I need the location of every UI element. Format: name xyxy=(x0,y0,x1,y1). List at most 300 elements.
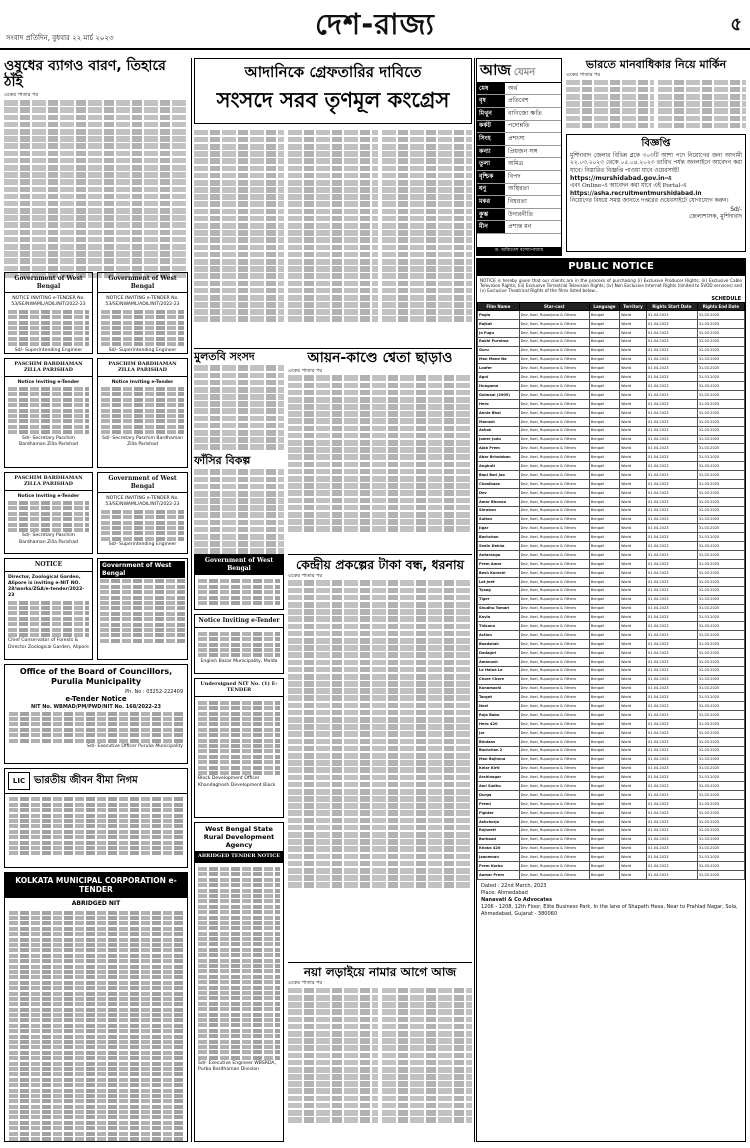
film-table-cell: Dev, Koel, Rupanjana & Others xyxy=(519,542,589,551)
film-table-cell: Bengali xyxy=(589,577,619,586)
film-table-cell: Anghuti xyxy=(478,462,520,471)
film-table-cell: 31.03.2025 xyxy=(697,844,744,853)
film-table-cell: World xyxy=(620,320,647,329)
film-table-cell: Dev, Koel, Rupanjana & Others xyxy=(519,346,589,355)
film-table-row xyxy=(478,444,745,453)
ad-purulia-title: Office of the Board of Councillors, Purulia Municipality xyxy=(19,667,173,686)
column-ayan xyxy=(288,350,472,550)
film-table-cell: World xyxy=(620,542,647,551)
film-table-cell: Agni xyxy=(478,373,520,382)
film-table-cell: 31.03.2025 xyxy=(697,595,744,604)
film-table-cell: Bengali xyxy=(589,506,619,515)
horoscope-row xyxy=(477,95,561,108)
film-table-cell: 31.03.2025 xyxy=(697,320,744,329)
film-table-row xyxy=(478,373,745,382)
film-table-cell: 31.03.2025 xyxy=(697,702,744,711)
ad-zoo xyxy=(4,558,93,660)
film-table-cell: Bengali xyxy=(589,497,619,506)
film-table-cell: Shrobon xyxy=(478,506,520,515)
ad-sign: Sd/- Superintending Engineer xyxy=(14,347,83,353)
ad-pbzp-sign: Sd/- Secretary Paschim Bardhaman Zilla Parishad xyxy=(19,533,78,545)
film-table-row xyxy=(478,355,745,364)
film-table-cell: Jigar xyxy=(478,524,520,533)
horoscope-text: উদারনীতি xyxy=(508,210,534,218)
film-table-cell: 01.04.2023 xyxy=(646,435,697,444)
byline-central: একের পাতার পর xyxy=(288,572,323,579)
film-table-cell: 01.04.2023 xyxy=(646,862,697,871)
film-table-cell: Arshinagar xyxy=(478,773,520,782)
lic-title: ভারতীয় জীবন বীমা নিগম xyxy=(34,774,138,786)
film-table-cell: Bengali xyxy=(589,435,619,444)
film-table-cell: World xyxy=(620,568,647,577)
film-table-cell: World xyxy=(620,737,647,746)
film-table-cell: 01.04.2023 xyxy=(646,622,697,631)
film-table-cell: 31.03.2025 xyxy=(697,471,744,480)
film-table-cell: Dev, Koel, Rupanjana & Others xyxy=(519,506,589,515)
film-table-row xyxy=(478,737,745,746)
horoscope-text: প্রশান্ত মন xyxy=(508,223,532,231)
film-table-row xyxy=(478,586,745,595)
film-table-cell: 01.04.2023 xyxy=(646,613,697,622)
film-table-cell: Bengali xyxy=(589,871,619,880)
film-table-header: Territory xyxy=(620,303,647,311)
film-table-cell: 01.04.2023 xyxy=(646,693,697,702)
film-table-cell: Dev, Koel, Rupanjana & Others xyxy=(519,471,589,480)
film-table-cell: 31.03.2025 xyxy=(697,773,744,782)
horoscope-sign: মেষ xyxy=(477,83,505,95)
film-table-cell: Dev, Koel, Rupanjana & Others xyxy=(519,684,589,693)
bijnapti-office: জেলাশাসক, মুর্শিদাবাদ xyxy=(689,213,742,221)
ad-zoo-text: Director, Zoological Garden, Alipore is inviting e-NIT NO. 28/works/ZGA/e-tender/2022-23 xyxy=(8,574,85,599)
film-table-cell: Kanamachi xyxy=(478,684,520,693)
film-table-row xyxy=(478,311,745,320)
pn-dated: Dated : 22nd March, 2023 xyxy=(481,883,547,890)
film-table-cell: Dev, Koel, Rupanjana & Others xyxy=(519,604,589,613)
film-table-cell: 01.04.2023 xyxy=(646,400,697,409)
film-table-cell: Dev, Koel, Rupanjana & Others xyxy=(519,853,589,862)
film-table-cell: Amanush xyxy=(478,657,520,666)
film-table-cell: Borbaad xyxy=(478,835,520,844)
film-table-cell: Bengali xyxy=(589,453,619,462)
film-table-cell: 01.04.2023 xyxy=(646,604,697,613)
film-table-row xyxy=(478,515,745,524)
horoscope-text: বিপদ xyxy=(508,172,521,180)
ad-govt-wb-1 xyxy=(4,272,93,354)
film-table-cell: World xyxy=(620,337,647,346)
film-table-cell: World xyxy=(620,435,647,444)
film-table-cell: Besh Korechi xyxy=(478,568,520,577)
wbsrda-sub: ABRIDGED TENDER NOTICE xyxy=(195,851,283,862)
horoscope-sign: মিথুন xyxy=(477,108,505,120)
film-table-cell: Bengali xyxy=(589,702,619,711)
film-table-cell: Bengali xyxy=(589,551,619,560)
film-table-cell: Amar Bhuvan xyxy=(478,497,520,506)
film-table-cell: Dev, Koel, Rupanjana & Others xyxy=(519,355,589,364)
film-table-cell: 31.03.2025 xyxy=(697,364,744,373)
horoscope-row xyxy=(477,209,561,222)
headline-frog: ওষুধের ব্যাগও বারণ, তিহারে ঠাঁই xyxy=(4,58,166,90)
film-table-cell: World xyxy=(620,640,647,649)
film-table-cell: Bengali xyxy=(589,462,619,471)
film-table-cell: 01.04.2023 xyxy=(646,568,697,577)
film-table-cell: Bengali xyxy=(589,800,619,809)
film-table-cell: 01.04.2023 xyxy=(646,640,697,649)
horoscope-row xyxy=(477,171,561,184)
bijnapti-body3: নিয়োগের বিষয়ে সমস্ত জানতে দপ্তরের ওয়েবসাইটে যোগাযোগ করুন। xyxy=(570,198,729,205)
film-table-row xyxy=(478,462,745,471)
film-table-cell: 01.04.2023 xyxy=(646,551,697,560)
horoscope-text: বিষণ্ণতা xyxy=(508,198,527,206)
film-table-cell: World xyxy=(620,613,647,622)
film-table-cell: Dev, Koel, Rupanjana & Others xyxy=(519,666,589,675)
film-table-cell: Dev, Koel, Rupanjana & Others xyxy=(519,533,589,542)
film-table-cell: 31.03.2025 xyxy=(697,746,744,755)
ad-govt-title: Government of West Bengal xyxy=(5,273,92,293)
film-table-cell: 01.04.2023 xyxy=(646,533,697,542)
horoscope-row xyxy=(477,108,561,121)
film-table-cell: World xyxy=(620,471,647,480)
film-table-cell: World xyxy=(620,391,647,400)
row-rule xyxy=(194,348,472,349)
film-table-cell: Tyaag xyxy=(478,586,520,595)
film-table-cell: Bengali xyxy=(589,764,619,773)
film-table-cell: World xyxy=(620,773,647,782)
film-table-row xyxy=(478,320,745,329)
horoscope-sign: তুলা xyxy=(477,158,505,170)
film-table-cell: Bindaas xyxy=(478,737,520,746)
film-table-cell: Dev xyxy=(478,488,520,497)
film-table-cell: World xyxy=(620,480,647,489)
film-table-cell: Ashchorjo xyxy=(478,817,520,826)
horoscope-sign: কুম্ভ xyxy=(477,209,505,221)
public-notice xyxy=(476,258,746,1142)
film-table-cell: 31.03.2025 xyxy=(697,871,744,880)
ad-zoo-sign: Chief Conservator of Forests & Director Zoological Garden, Alipore xyxy=(8,638,89,650)
ad-undersigned-title: Undersigned NIT No. (1) E-TENDER xyxy=(195,679,283,697)
film-table-cell: Prem Amar xyxy=(478,560,520,569)
film-table-cell: World xyxy=(620,560,647,569)
film-table-cell: 31.03.2025 xyxy=(697,400,744,409)
film-table-cell: Bengali xyxy=(589,604,619,613)
film-table-cell: 31.03.2025 xyxy=(697,453,744,462)
film-table-row xyxy=(478,533,745,542)
film-table-cell: Bengali xyxy=(589,782,619,791)
ad-pbzp-title: PASCHIM BARDHAMAN ZILLA PARISHAD xyxy=(98,359,187,377)
horoscope-text: অস্থিরতা xyxy=(508,185,530,193)
film-table-cell: Bengali xyxy=(589,542,619,551)
film-table-cell: 01.04.2023 xyxy=(646,524,697,533)
film-table-cell: 01.04.2023 xyxy=(646,320,697,329)
ad-lic xyxy=(4,768,188,868)
film-table-cell: 01.04.2023 xyxy=(646,595,697,604)
film-table-cell: 31.03.2025 xyxy=(697,373,744,382)
film-table-row xyxy=(478,666,745,675)
film-table-cell: Dev, Koel, Rupanjana & Others xyxy=(519,817,589,826)
horoscope-row xyxy=(477,133,561,146)
film-table-cell: 01.04.2023 xyxy=(646,471,697,480)
headline-ayan: আয়ন-কাণ্ডে শ্বেতা ছাড়াও xyxy=(307,350,453,366)
film-table-cell: Dev, Koel, Rupanjana & Others xyxy=(519,435,589,444)
film-table-cell: Manush xyxy=(478,417,520,426)
film-table-cell: 31.03.2025 xyxy=(697,577,744,586)
ad-purulia-sign: Sd/- Executive Officer Purulia Municipality xyxy=(87,743,183,749)
adani-story-body xyxy=(194,128,472,346)
film-table-cell: World xyxy=(620,373,647,382)
film-table-row xyxy=(478,542,745,551)
film-table-cell: 01.04.2023 xyxy=(646,684,697,693)
film-table-cell: 31.03.2025 xyxy=(697,426,744,435)
film-table-cell: Dev, Koel, Rupanjana & Others xyxy=(519,720,589,729)
film-table-cell: Action xyxy=(478,631,520,640)
film-table-cell: 01.04.2023 xyxy=(646,711,697,720)
ad-govt-title: Government of West Bengal xyxy=(98,273,187,293)
film-table-row xyxy=(478,791,745,800)
aaj-subtitle: যেমন xyxy=(513,67,536,78)
film-table-row xyxy=(478,782,745,791)
film-table-cell: Bengali xyxy=(589,595,619,604)
film-table-cell: World xyxy=(620,835,647,844)
film-table-cell: 31.03.2025 xyxy=(697,488,744,497)
public-notice-intro: NOTICE is hereby given that our clients are in the process of purchasing (i) Exclusive Producer Rights; (ii) Exclusive Cable Television Rights; (iii) Exclusive Terrestrial Television Rights; (iv) Non Exclusive Internet Rights (limited to SVOD services) and (v) Exclusive Theatrical Rights of the films listed below... xyxy=(480,277,742,294)
film-table-cell: World xyxy=(620,782,647,791)
column-rule xyxy=(474,58,475,1142)
film-table-cell: 31.03.2025 xyxy=(697,604,744,613)
film-table-cell: Neel xyxy=(478,702,520,711)
film-table-cell: Raja Babu xyxy=(478,711,520,720)
film-table-row xyxy=(478,862,745,871)
film-table-cell: Antaranga xyxy=(478,551,520,560)
film-table-cell: World xyxy=(620,462,647,471)
film-table-cell: Bengali xyxy=(589,773,619,782)
column-rule xyxy=(191,58,192,1142)
horoscope-credit: ড. অজিতেশ বন্দ্যোপাধ্যায় xyxy=(477,247,561,255)
bijnapti-link1[interactable]: https://murshidabad.gov.in-এ xyxy=(570,175,672,183)
film-table-cell: Bachchan xyxy=(478,533,520,542)
film-table-cell: Bengali xyxy=(589,337,619,346)
schedule-label: SCHEDULE xyxy=(711,295,741,302)
film-table-cell: 31.03.2025 xyxy=(697,782,744,791)
film-table-cell: Jo Fugu xyxy=(478,328,520,337)
film-table-cell: Dev, Koel, Rupanjana & Others xyxy=(519,862,589,871)
film-table-cell: 31.03.2025 xyxy=(697,551,744,560)
film-table-cell: World xyxy=(620,871,647,880)
film-table-cell: World xyxy=(620,728,647,737)
horoscope-text: অমিত্র xyxy=(508,160,524,168)
film-table-cell: 31.03.2025 xyxy=(697,435,744,444)
masthead xyxy=(0,0,750,50)
film-table-row xyxy=(478,551,745,560)
film-table-cell: 01.04.2023 xyxy=(646,542,697,551)
headline-adani-1: আদানিকে গ্রেফতারির দাবিতে xyxy=(244,63,422,81)
film-table-cell: Dev, Koel, Rupanjana & Others xyxy=(519,826,589,835)
film-table-cell: 31.03.2025 xyxy=(697,480,744,489)
film-table-row xyxy=(478,764,745,773)
film-table-cell: Annie Bhai xyxy=(478,408,520,417)
film-table-cell: Bengali xyxy=(589,666,619,675)
film-table-cell: Dev, Koel, Rupanjana & Others xyxy=(519,480,589,489)
film-table-cell: Dev, Koel, Rupanjana & Others xyxy=(519,782,589,791)
film-table-cell: Dev, Koel, Rupanjana & Others xyxy=(519,746,589,755)
film-table-row xyxy=(478,675,745,684)
film-table-cell: Dev, Koel, Rupanjana & Others xyxy=(519,613,589,622)
film-table-cell: Bengali xyxy=(589,568,619,577)
film-table-cell: World xyxy=(620,800,647,809)
film-table-row xyxy=(478,648,745,657)
film-table-cell: 31.03.2025 xyxy=(697,382,744,391)
film-table-cell: Dev, Koel, Rupanjana & Others xyxy=(519,835,589,844)
headline-adjourned: মুলতবি সংসদ xyxy=(194,350,255,363)
film-table-cell: Dev, Koel, Rupanjana & Others xyxy=(519,586,589,595)
ad-purulia-sub: e-Tender Notice xyxy=(65,695,127,704)
film-table-row xyxy=(478,408,745,417)
film-table-header: Language xyxy=(589,303,619,311)
film-table-cell: 01.04.2023 xyxy=(646,720,697,729)
ad-pbzp-sign: Sd/- Secretary Paschim Bardhaman Zilla Parishad xyxy=(19,435,78,447)
film-table-cell: 31.03.2025 xyxy=(697,391,744,400)
film-table-cell: 31.03.2025 xyxy=(697,835,744,844)
film-table-cell: 31.03.2025 xyxy=(697,817,744,826)
film-table-cell: World xyxy=(620,382,647,391)
bijnapti-body2: এবং Online-এ আবেদন করা যাবে এই Portal-এ xyxy=(570,183,687,190)
film-table-cell: Guru xyxy=(478,346,520,355)
bijnapti-body: মুর্শিদাবাদ জেলার বিভিন্ন ব্লকে ৩০৩টি আশা পদে নিয়োগের জন্য আগামী ২২.০৩.২০২৩ থেকে ০৫.০৪.২০২৩ তারিখ পর্যন্ত অনলাইনে আবেদন করা যাবে। বিস্তারিত বিজ্ঞপ্তি পাওয়া যাবে ওয়েবসাইট xyxy=(570,152,742,174)
film-table-cell: Dev, Koel, Rupanjana & Others xyxy=(519,560,589,569)
film-table-cell: 31.03.2025 xyxy=(697,497,744,506)
ad-undersigned xyxy=(194,678,284,818)
film-table-cell: Loafer xyxy=(478,364,520,373)
ad-bengali-title: Government of West Bengal xyxy=(100,561,185,578)
film-table-cell: Ashok xyxy=(478,426,520,435)
film-table-cell: 31.03.2025 xyxy=(697,515,744,524)
film-table-cell: Dev, Koel, Rupanjana & Others xyxy=(519,497,589,506)
film-table-cell: 01.04.2023 xyxy=(646,373,697,382)
film-table-cell: Dev, Koel, Rupanjana & Others xyxy=(519,462,589,471)
ad-govt-wb-2 xyxy=(97,272,188,354)
page-number: ৫ xyxy=(730,14,742,35)
bijnapti-title: বিজ্ঞপ্তি xyxy=(641,138,671,149)
film-table-cell: World xyxy=(620,604,647,613)
film-table-cell: Chore Chore xyxy=(478,675,520,684)
horoscope-sign: সিংহ xyxy=(477,133,505,145)
film-table-cell: World xyxy=(620,533,647,542)
film-table-cell: Bengali xyxy=(589,675,619,684)
film-table-row xyxy=(478,560,745,569)
film-table-cell: Dev, Koel, Rupanjana & Others xyxy=(519,773,589,782)
film-table-cell: 31.03.2025 xyxy=(697,586,744,595)
film-table-cell: Paglu xyxy=(478,311,520,320)
film-table-cell: Dev, Koel, Rupanjana & Others xyxy=(519,595,589,604)
film-table-cell: Bengali xyxy=(589,408,619,417)
ad-notice-text: NOTICE INVITING e-TENDER No. 53/SE/NWAML/ADIL/NIT/2022-23 xyxy=(11,296,86,308)
ad-purulia-nit: NIT No. WBMAD/PM/PWD/NIT No. 168/2022-23 xyxy=(31,704,161,710)
film-table-cell: 01.04.2023 xyxy=(646,755,697,764)
adani-headline-box xyxy=(194,58,472,124)
film-table-cell: Ami Sudhu xyxy=(478,782,520,791)
film-table-cell: Dev, Koel, Rupanjana & Others xyxy=(519,755,589,764)
film-table-row xyxy=(478,622,745,631)
film-table-cell: Dev, Koel, Rupanjana & Others xyxy=(519,453,589,462)
film-table-cell: World xyxy=(620,666,647,675)
ad-govt-wb-3 xyxy=(97,472,188,554)
film-table-cell: 31.03.2025 xyxy=(697,755,744,764)
byline-ayan: একের পাতার পর xyxy=(288,367,323,374)
film-table-row xyxy=(478,711,745,720)
film-table-row xyxy=(478,853,745,862)
film-table-cell: Lat Jeet xyxy=(478,577,520,586)
film-table-row xyxy=(478,800,745,809)
film-table-cell: World xyxy=(620,364,647,373)
film-table-cell: World xyxy=(620,586,647,595)
film-table-cell: Bengali xyxy=(589,355,619,364)
film-table-cell: 01.04.2023 xyxy=(646,426,697,435)
film-table-cell: Sedin Dekha xyxy=(478,542,520,551)
film-table-cell: Bengali xyxy=(589,755,619,764)
ad-bdo: Block Development Officer Khandaghosh Development Block xyxy=(198,776,276,788)
film-table-cell: 31.03.2025 xyxy=(697,444,744,453)
film-table-cell: Bengali xyxy=(589,684,619,693)
film-table-row xyxy=(478,435,745,444)
film-table-cell: 31.03.2025 xyxy=(697,328,744,337)
film-table-cell: Dev, Koel, Rupanjana & Others xyxy=(519,488,589,497)
film-table-cell: Bengali xyxy=(589,560,619,569)
film-table-cell: World xyxy=(620,764,647,773)
film-table-cell: World xyxy=(620,791,647,800)
film-table-cell: Jomer Jodu xyxy=(478,435,520,444)
film-table-row xyxy=(478,497,745,506)
kmc-sub: ABRIDGED NIT xyxy=(71,899,121,907)
film-table-header: Rights End Date xyxy=(697,303,744,311)
film-table-cell: World xyxy=(620,817,647,826)
film-table-cell: Dev, Koel, Rupanjana & Others xyxy=(519,391,589,400)
film-table-cell: 01.04.2023 xyxy=(646,515,697,524)
pn-firm: Nanavati & Co Advocates xyxy=(481,897,553,904)
film-table-cell: Bengali xyxy=(589,364,619,373)
film-table-cell: 31.03.2025 xyxy=(697,648,744,657)
film-table-row xyxy=(478,480,745,489)
byline-rights: একের পাতার পর xyxy=(566,71,601,78)
bijnapti-link2[interactable]: https://asha.recruitmentmurshidabad.in xyxy=(570,190,702,197)
film-table-cell: 01.04.2023 xyxy=(646,346,697,355)
ad-english-bazar: English Bazar Municipality, Malda xyxy=(200,658,278,664)
film-table-cell: Dadagiri xyxy=(478,648,520,657)
horoscope-row xyxy=(477,196,561,209)
film-table-cell: Dev, Koel, Rupanjana & Others xyxy=(519,373,589,382)
horoscope-row xyxy=(477,221,561,234)
film-table-cell: 31.03.2025 xyxy=(697,337,744,346)
ad-pbzp-3 xyxy=(4,472,93,554)
film-table-row xyxy=(478,720,745,729)
film-table-cell: 01.04.2023 xyxy=(646,808,697,817)
film-table-cell: World xyxy=(620,853,647,862)
film-table-cell: Chaalbaaz xyxy=(478,480,520,489)
column-rights xyxy=(566,58,746,132)
ad-tender-title: Notice Inviting e-Tender xyxy=(195,615,283,628)
film-table-cell: Dev, Koel, Rupanjana & Others xyxy=(519,515,589,524)
film-table-cell: Premi xyxy=(478,800,520,809)
film-table-cell: 01.04.2023 xyxy=(646,560,697,569)
horoscope-text: প্রতিবেশ xyxy=(508,97,529,105)
film-table-cell: Dev, Koel, Rupanjana & Others xyxy=(519,426,589,435)
horoscope-row xyxy=(477,158,561,171)
byline-frog: একের পাতার পর xyxy=(4,92,39,98)
film-table-row xyxy=(478,728,745,737)
byline-fight: একের পাতার পর xyxy=(288,980,323,986)
film-table-cell: 01.04.2023 xyxy=(646,853,697,862)
film-table-row xyxy=(478,657,745,666)
film-table-cell: Khoka 420 xyxy=(478,844,520,853)
film-table-row xyxy=(478,604,745,613)
film-table-cell: Bengali xyxy=(589,844,619,853)
